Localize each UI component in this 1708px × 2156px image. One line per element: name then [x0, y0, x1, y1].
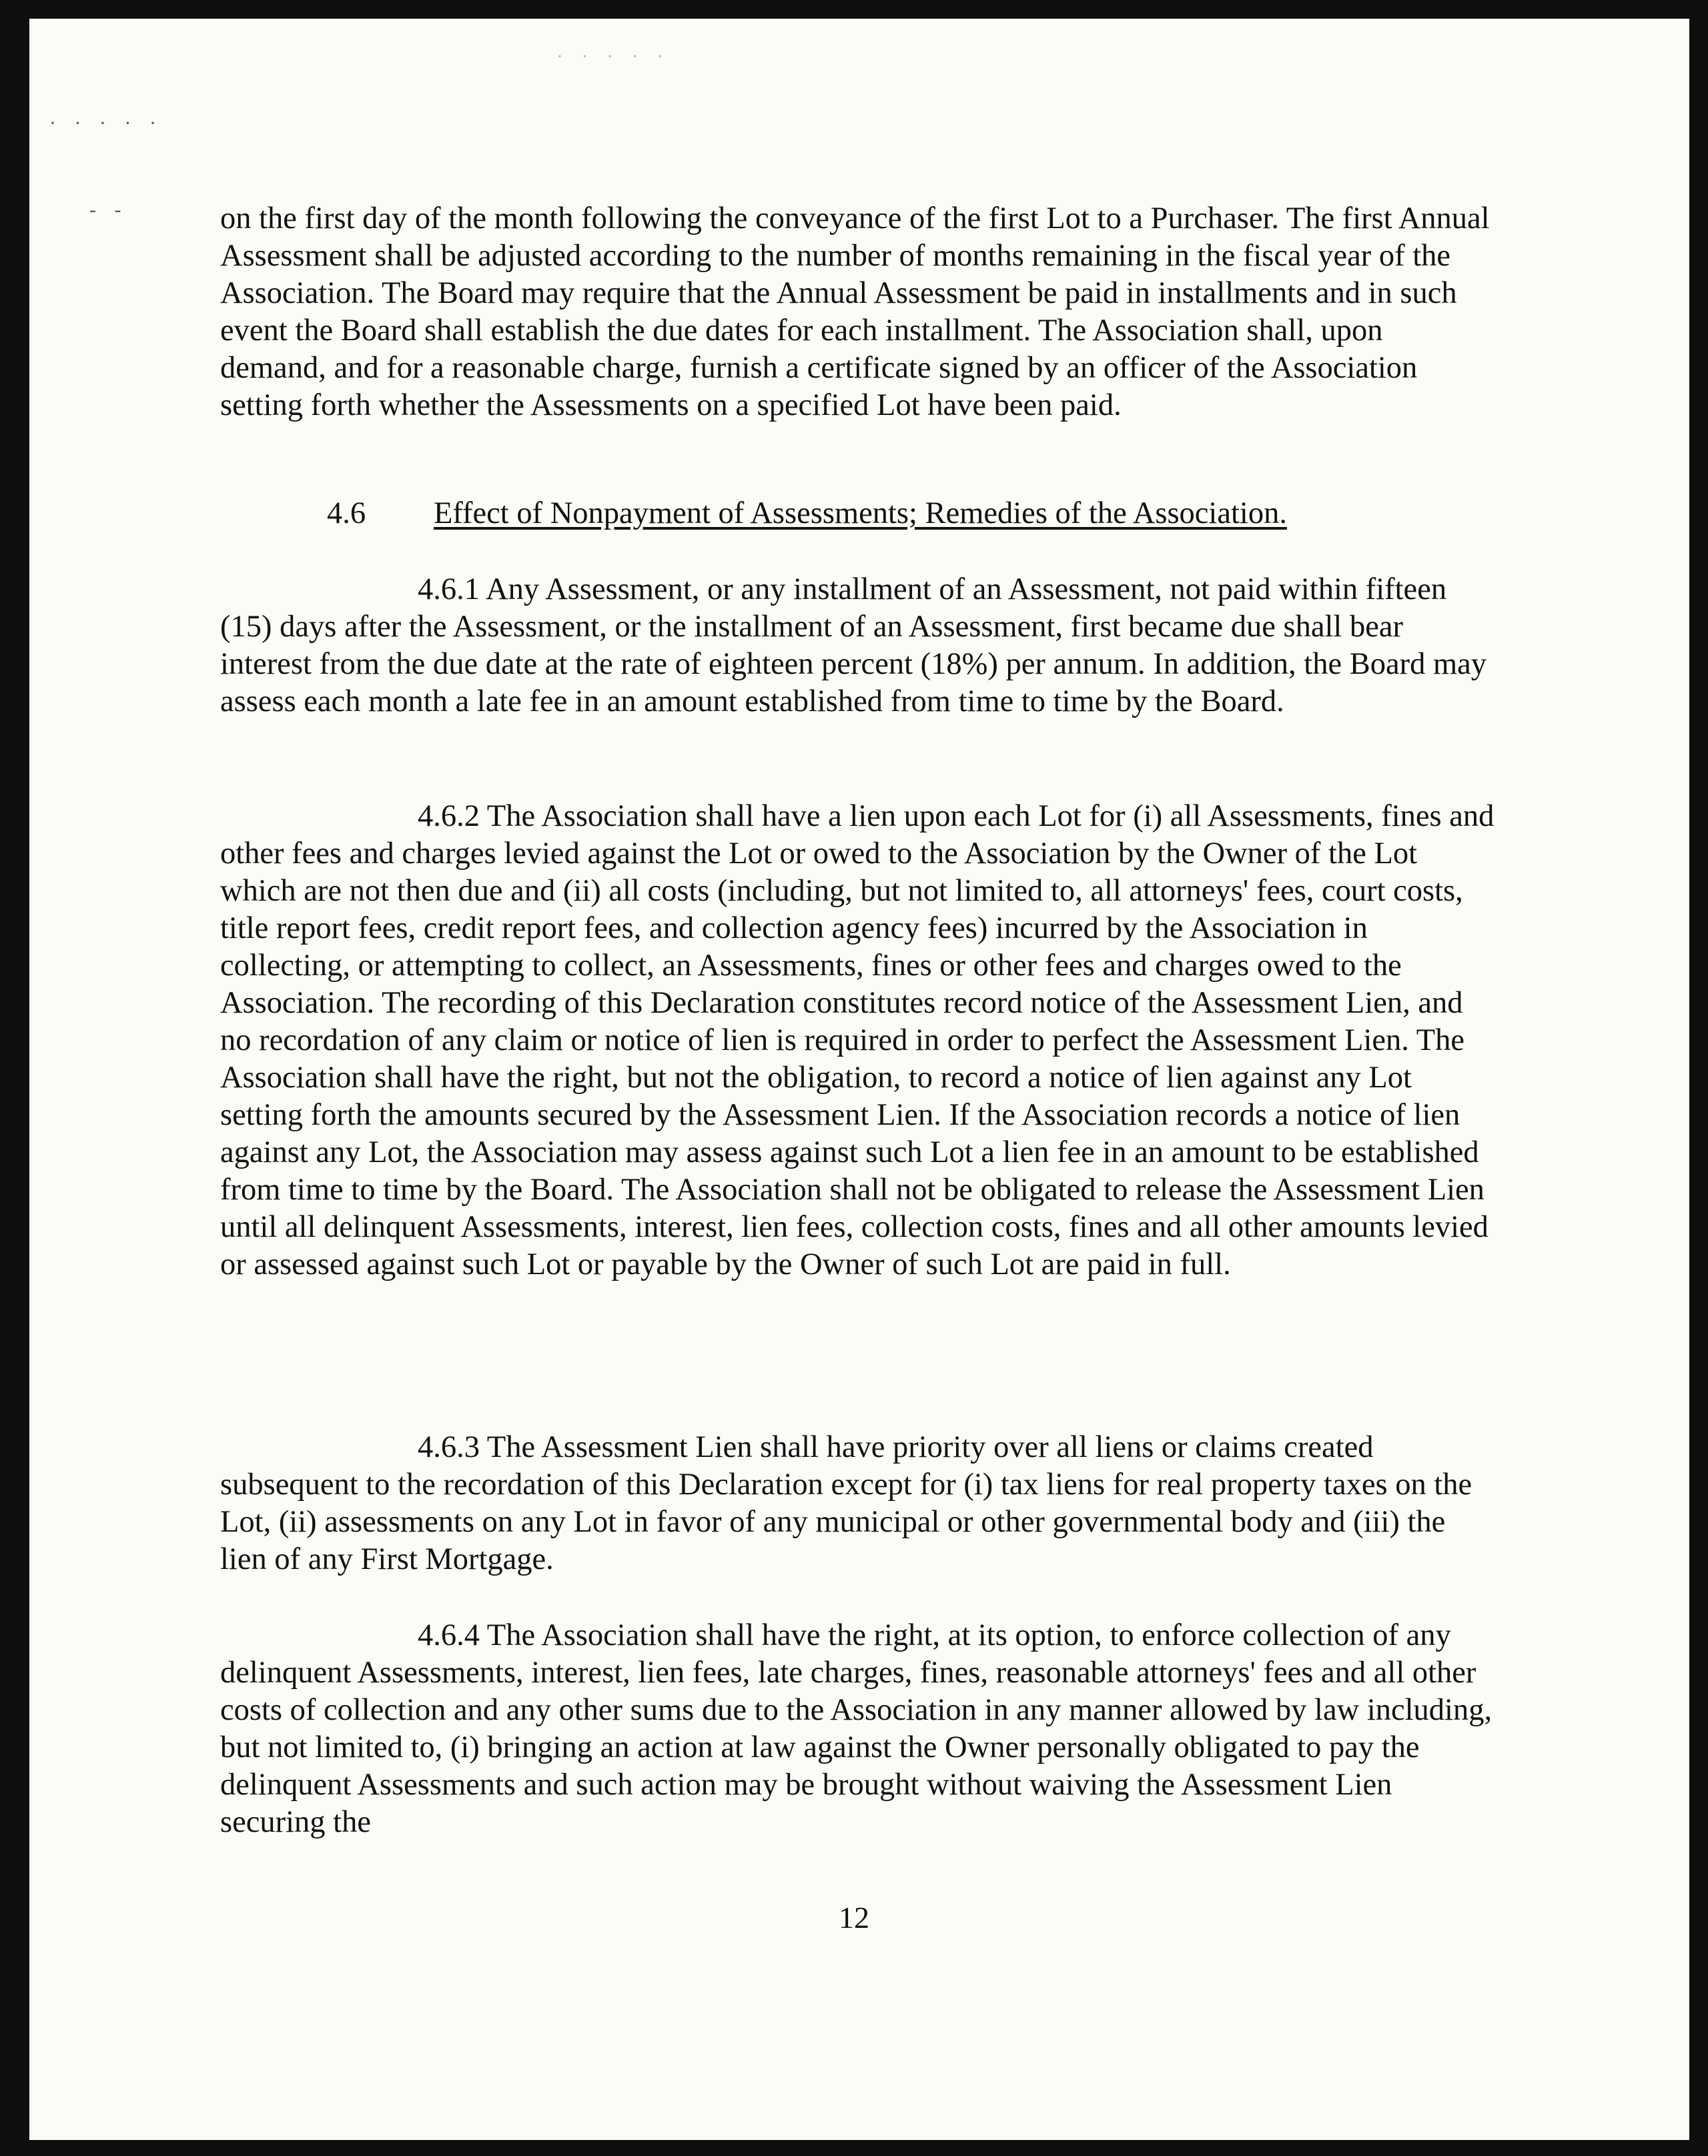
- document-body: [220, 200, 1494, 424]
- paragraph-4-6-1: 4.6.1 Any Assessment, or any installment of an Assessment, not paid within fifteen (15) days after the Assessment, or the installment of an Assessment, first became due shall bear interest from the due date at the rate of eighteen percent (18%) per annum. In addition, the Board may assess each month a late fee in an amount established from time to time by the Board.: [220, 572, 1487, 718]
- scan-speck: · · · · ·: [49, 112, 163, 134]
- paragraph-4-6-3: 4.6.3 The Assessment Lien shall have priority over all liens or claims created subsequent to the recordation of this Declaration except for (i) tax liens for real property taxes on the Lot, (ii) assessments on any Lot in favor of any municipal or other governmental body and (iii) the lien of any First Mortgage.: [220, 1430, 1472, 1576]
- paragraph-block-461: [220, 571, 1494, 720]
- section-title: Effect of Nonpayment of Assessments; Remedies of the Association.: [434, 496, 1287, 530]
- section-number: 4.6: [327, 496, 366, 530]
- paragraph-block-464: [220, 1617, 1494, 1841]
- paragraph-4-6-4: 4.6.4 The Association shall have the right, at its option, to enforce collection of any delinquent Assessments, interest, lien fees, late charges, fines, reasonable attorneys' fees and all other costs of collection and any other sums due to the Association in any manner allowed by law including, but not limited to, (i) bringing an action at law against the Owner personally obligated to pay the delinquent Assessments and such action may be brought without waiving the Assessment Lien securing the: [220, 1618, 1492, 1839]
- paragraph-4-6-2: 4.6.2 The Association shall have a lien upon each Lot for (i) all Assessments, fines and other fees and charges levied against the Lot or owed to the Association by the Owner of the Lot which are not then due and (ii) all costs (including, but not limited to, all attorneys' fees, court costs, title report fees, credit report fees, and collection agency fees) incurred by the Association in collecting, or attempting to collect, an Assessments, fines or other fees and charges owed to the Association. The recording of this Declaration constitutes record notice of the Assessment Lien, and no recordation of any claim or notice of lien is required in order to perfect the Assessment Lien. The Association shall have the right, but not the obligation, to record a notice of lien against any Lot setting forth the amounts secured by the Assessment Lien. If the Association records a notice of lien against any Lot, the Association may assess against such Lot a lien fee in an amount to be established from time to time by the Board. The Association shall not be obligated to release the Assessment Lien until all delinquent Assessments, interest, lien fees, collection costs, fines and all other amounts levied or assessed against such Lot or payable by the Owner of such Lot are paid in full.: [220, 799, 1494, 1281]
- paragraph-block-462: [220, 798, 1494, 1283]
- scan-speck: · · · · ·: [556, 45, 670, 67]
- page-number: 12: [839, 1901, 869, 1935]
- section-heading: [327, 495, 1287, 532]
- scan-speck: - -: [89, 199, 128, 221]
- paragraph-block-463: [220, 1429, 1494, 1578]
- intro-paragraph: on the first day of the month following the conveyance of the first Lot to a Purchaser. The first Annual Assessment shall be adjusted according to the number of months remaining in the fiscal year of the Association. The Board may require that the Annual Assessment be paid in installments and in such event the Board shall establish the due dates for each installment. The Association shall, upon demand, and for a reasonable charge, furnish a certificate signed by an officer of the Association setting forth whether the Assessments on a specified Lot have been paid.: [220, 201, 1490, 422]
